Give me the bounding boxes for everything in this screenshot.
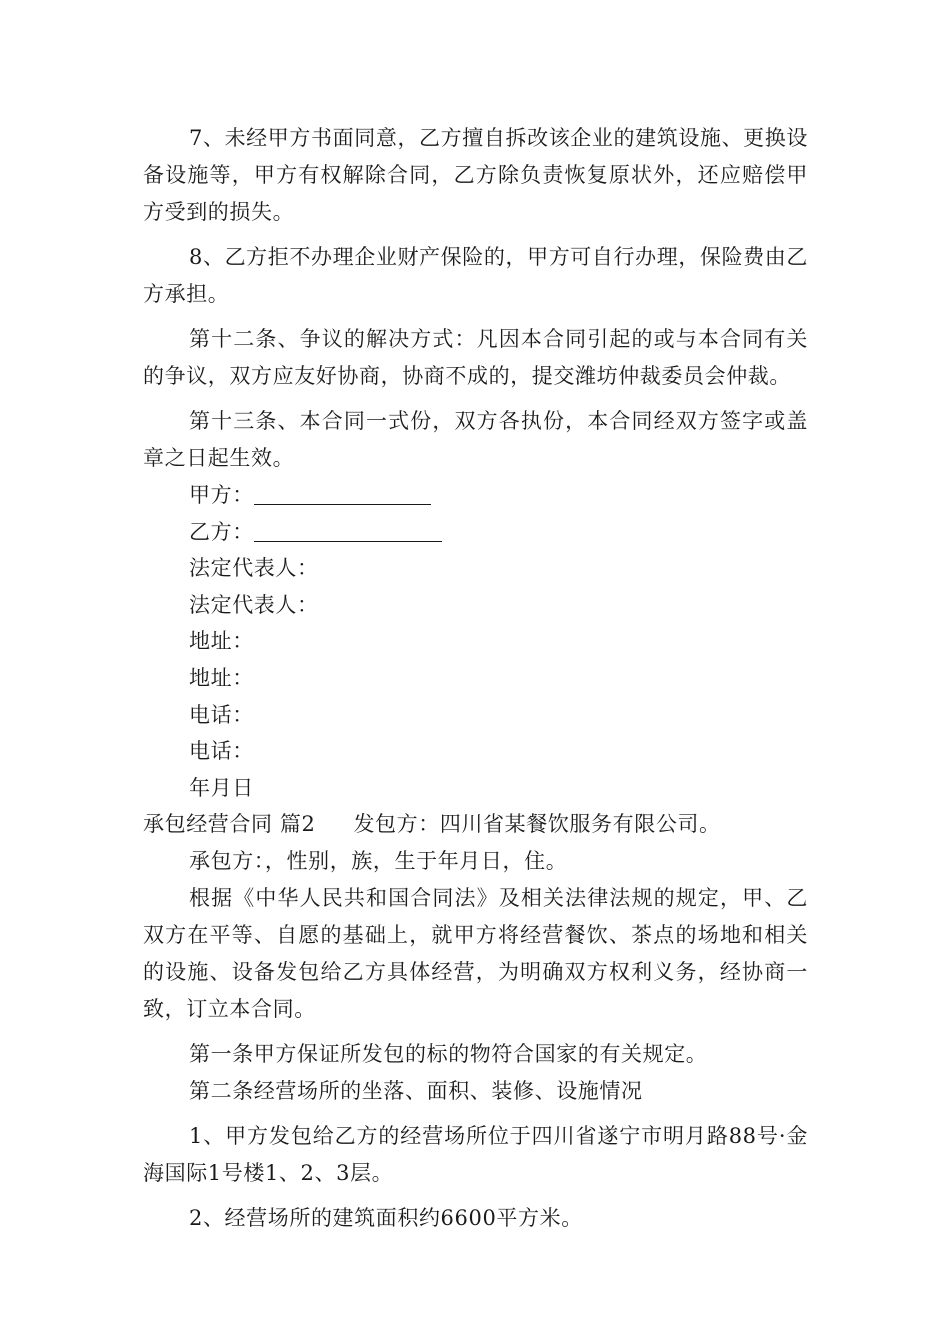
legal-rep-b: 法定代表人： bbox=[189, 592, 319, 617]
party-b-blank bbox=[254, 519, 442, 542]
party-a-blank bbox=[254, 482, 431, 505]
document-body bbox=[143, 120, 808, 1245]
section2-heading: 承包经营合同 篇2 bbox=[143, 812, 316, 837]
party-b-line bbox=[143, 514, 808, 551]
clause-7: 7、未经甲方书面同意，乙方擅自拆改该企业的建筑设施、更换设备设施等，甲方有权解除合同，乙方除负责恢复原状外，还应赔偿甲方受到的损失。 bbox=[143, 126, 808, 224]
party-a-line bbox=[143, 477, 808, 514]
phone-a: 电话： bbox=[189, 702, 254, 727]
section2-article-2: 第二条经营场所的坐落、面积、装修、设施情况 bbox=[189, 1078, 643, 1103]
section2-contractor: 承包方：，性别，族，生于年月日，住。 bbox=[189, 848, 568, 873]
date-line: 年月日 bbox=[189, 775, 254, 800]
legal-rep-a: 法定代表人： bbox=[189, 556, 319, 581]
address-a: 地址： bbox=[189, 629, 254, 654]
section2-issuer: 发包方：四川省某餐饮服务有限公司。 bbox=[353, 812, 721, 837]
address-b: 地址： bbox=[189, 665, 254, 690]
article-12: 第十二条、争议的解决方式：凡因本合同引起的或与本合同有关的争议，双方应友好协商，协商不成的，提交潍坊仲裁委员会仲裁。 bbox=[143, 327, 808, 388]
party-a-label: 甲方： bbox=[189, 483, 254, 507]
clause-8: 8、乙方拒不办理企业财产保险的，甲方可自行办理，保险费由乙方承担。 bbox=[143, 245, 808, 306]
section2-article-1: 第一条甲方保证所发包的标的物符合国家的有关规定。 bbox=[189, 1041, 708, 1066]
phone-b: 电话： bbox=[189, 739, 254, 764]
section2-item-1: 1、甲方发包给乙方的经营场所位于四川省遂宁市明月路88号·金海国际1号楼1、2、3层。 bbox=[143, 1123, 808, 1185]
party-b-label: 乙方： bbox=[189, 519, 254, 544]
article-13: 第十三条、本合同一式份，双方各执份，本合同经双方签字或盖章之日起生效。 bbox=[143, 409, 808, 470]
section2-heading-line bbox=[143, 806, 808, 843]
section2-preamble: 根据《中华人民共和国合同法》及相关法律法规的规定，甲、乙双方在平等、自愿的基础上，就甲方将经营餐饮、茶点的场地和相关的设施、设备发包给乙方具体经营，为明确双方权利义务，经协商一致，订立本合同。 bbox=[143, 885, 808, 1021]
section2-item-2: 2、经营场所的建筑面积约6600平方米。 bbox=[189, 1205, 583, 1230]
